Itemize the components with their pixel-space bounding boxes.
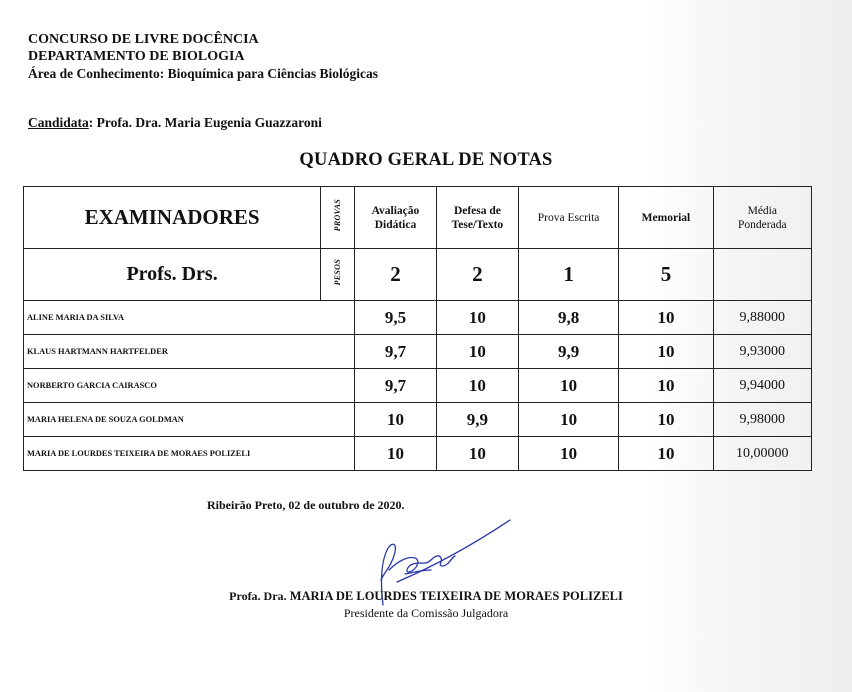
col-header-memorial: Memorial: [619, 187, 713, 249]
score-didatica: 9,5: [354, 301, 436, 335]
score-memorial: 10: [619, 437, 713, 471]
table-title: QUADRO GERAL DE NOTAS: [299, 150, 553, 170]
contest-title: CONCURSO DE LIVRE DOCÊNCIA: [28, 32, 259, 47]
table-row: [24, 437, 812, 471]
score-memorial: 10: [619, 403, 713, 437]
examiners-header: EXAMINADORES: [24, 187, 321, 249]
pesos-label: PESOS: [333, 258, 343, 286]
weighted-average: 10,00000: [713, 437, 811, 471]
score-memorial: 10: [619, 301, 713, 335]
place-and-date: Ribeirão Preto, 02 de outubro de 2020.: [207, 498, 405, 512]
president-title: Profa. Dra.: [229, 589, 287, 603]
president-name: MARIA DE LOURDES TEIXEIRA DE MORAES POLIZELI: [289, 589, 623, 603]
examiner-name: NORBERTO GARCIA CAIRASCO: [24, 369, 355, 403]
weight-defesa: 2: [436, 249, 518, 301]
col-header-media: Média Ponderada: [713, 187, 811, 249]
score-memorial: 10: [619, 369, 713, 403]
col-header-didatica: Avaliação Didática: [354, 187, 436, 249]
weighted-average: 9,88000: [713, 301, 811, 335]
score-defesa: 9,9: [436, 403, 518, 437]
col-header-defesa: Defesa de Tese/Texto: [436, 187, 518, 249]
department-title: DEPARTAMENTO DE BIOLOGIA: [28, 49, 245, 64]
score-prova-escrita: 9,8: [518, 301, 618, 335]
provas-label: PROVAS: [333, 198, 343, 232]
examiner-name: KLAUS HARTMANN HARTFELDER: [24, 335, 355, 369]
weight-prova-escrita: 1: [518, 249, 618, 301]
score-didatica: 10: [354, 437, 436, 471]
examiner-name: MARIA DE LOURDES TEIXEIRA DE MORAES POLIZELI: [24, 437, 355, 471]
weighted-average: 9,94000: [713, 369, 811, 403]
header-row: [24, 187, 812, 249]
table-row: [24, 301, 812, 335]
weight-memorial: 5: [619, 249, 713, 301]
weight-media-empty: [713, 249, 811, 301]
candidate-line: [28, 115, 322, 131]
candidate-name: : Profa. Dra. Maria Eugenia Guazzaroni: [88, 115, 322, 130]
weights-row: [24, 249, 812, 301]
weighted-average: 9,93000: [713, 335, 811, 369]
score-didatica: 9,7: [354, 335, 436, 369]
table-row: [24, 403, 812, 437]
pesos-cell: [321, 249, 355, 301]
score-didatica: 9,7: [354, 369, 436, 403]
score-memorial: 10: [619, 335, 713, 369]
profs-header: Profs. Drs.: [24, 249, 321, 301]
president-role: Presidente da Comissão Julgadora: [343, 606, 509, 620]
score-defesa: 10: [436, 437, 518, 471]
score-prova-escrita: 9,9: [518, 335, 618, 369]
score-defesa: 10: [436, 369, 518, 403]
table-row: [24, 335, 812, 369]
examiner-name: MARIA HELENA DE SOUZA GOLDMAN: [24, 403, 355, 437]
score-defesa: 10: [436, 301, 518, 335]
weight-didatica: 2: [354, 249, 436, 301]
knowledge-area: Área de Conhecimento: Bioquímica para Ciências Biológicas: [28, 66, 378, 81]
score-prova-escrita: 10: [518, 403, 618, 437]
weighted-average: 9,98000: [713, 403, 811, 437]
table-row: [24, 369, 812, 403]
provas-cell: [321, 187, 355, 249]
score-defesa: 10: [436, 335, 518, 369]
grades-table: [23, 186, 812, 471]
president-signature-name: [0, 589, 852, 604]
candidate-label: Candidata: [28, 115, 89, 130]
score-prova-escrita: 10: [518, 437, 618, 471]
score-didatica: 10: [354, 403, 436, 437]
col-header-prova-escrita: Prova Escrita: [518, 187, 618, 249]
score-prova-escrita: 10: [518, 369, 618, 403]
examiner-name: ALINE MARIA DA SILVA: [24, 301, 355, 335]
